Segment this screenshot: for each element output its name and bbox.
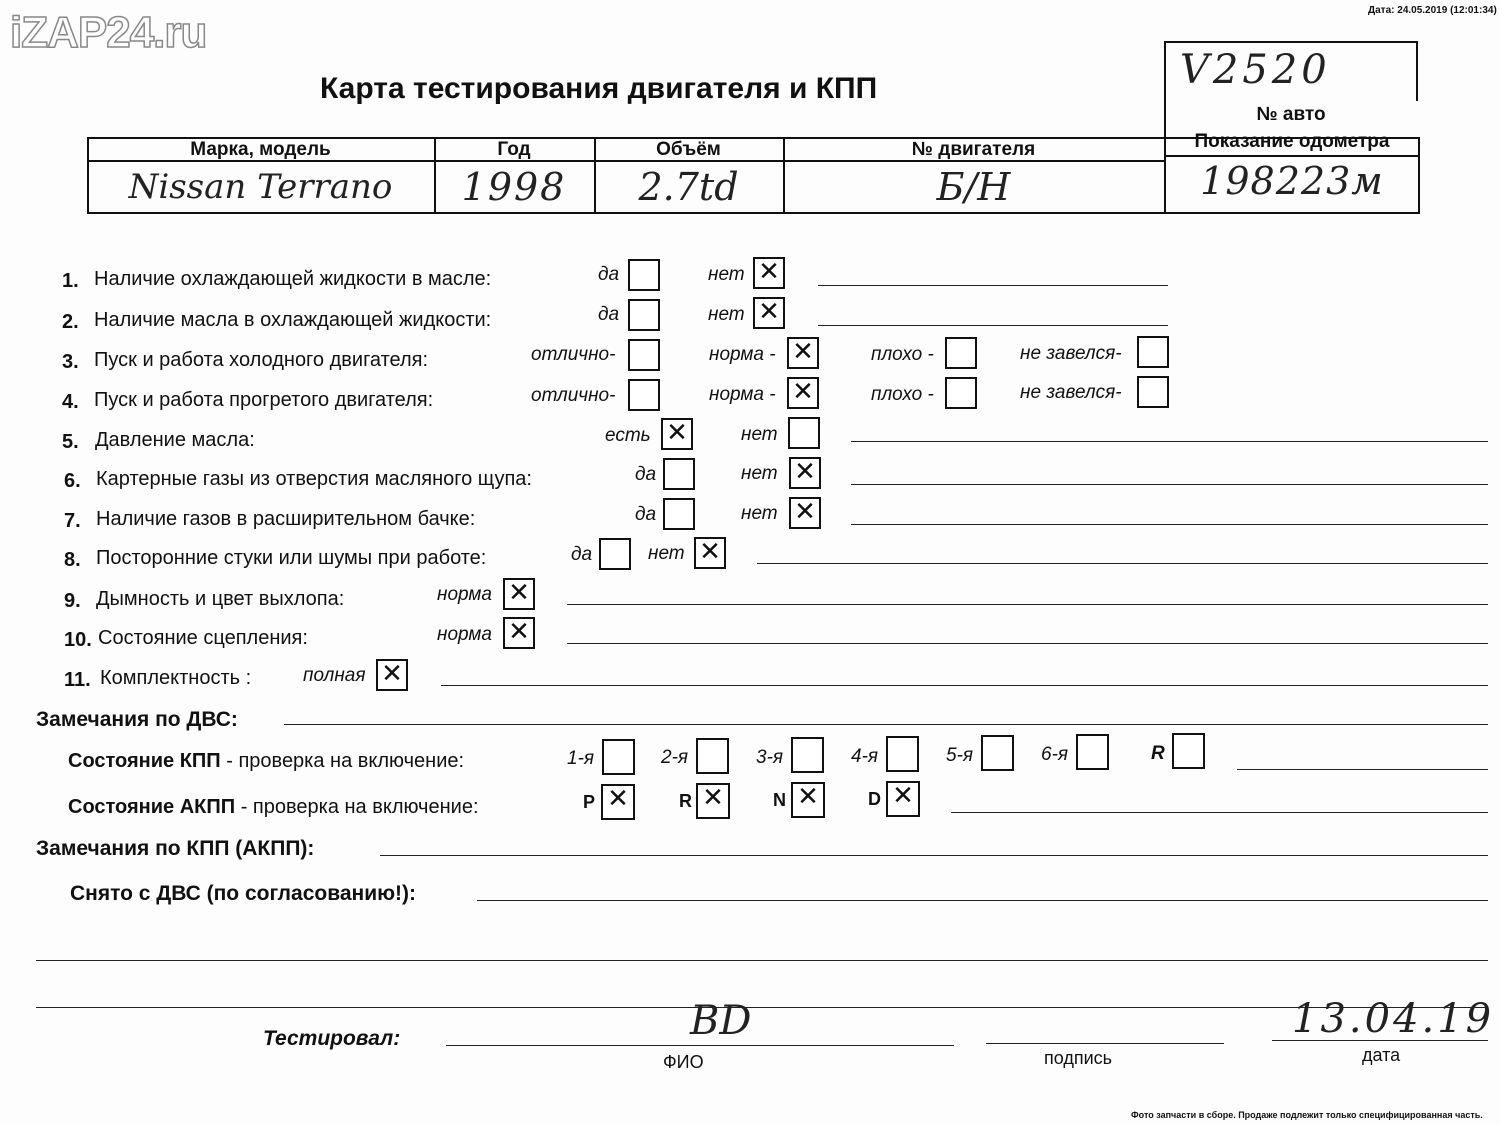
volume-value: 2.7td	[638, 165, 739, 209]
option-label: полная	[303, 665, 366, 686]
option-label: нет	[708, 304, 745, 325]
gear-label: 4-я	[851, 746, 879, 767]
option-label: да	[635, 464, 657, 485]
option-label: норма	[437, 584, 492, 605]
gear-label: 6-я	[1041, 744, 1069, 765]
gearbox-remarks-label: Замечания по КПП (АКПП):	[36, 837, 315, 860]
question-text: Посторонние стуки или шумы при работе:	[96, 547, 487, 569]
checkbox[interactable]: ✕	[503, 578, 535, 610]
gear-label: 3-я	[756, 747, 784, 768]
question-text: Дымность и цвет выхлопа:	[96, 588, 345, 610]
gear-label: R	[1151, 743, 1165, 764]
option-label: норма	[437, 624, 492, 645]
brand-header: Марка, модель	[190, 139, 331, 160]
odometer-value: 198223м	[1200, 159, 1384, 203]
question-number: 3.	[62, 351, 79, 373]
removed-line	[477, 900, 1488, 901]
odometer-header: Показание одометра	[1194, 131, 1390, 152]
checkbox[interactable]: ✕	[787, 377, 819, 409]
checkbox[interactable]: ✕	[503, 617, 535, 649]
engine-number-header: № двигателя	[911, 139, 1036, 160]
gear-label: 2-я	[661, 747, 689, 768]
checkbox[interactable]	[788, 417, 820, 449]
checkbox[interactable]	[945, 377, 977, 409]
checkbox[interactable]	[945, 337, 977, 369]
gear-position-checkbox[interactable]: ✕	[886, 781, 920, 817]
car-id-label: № авто	[1256, 104, 1326, 125]
manual-gearbox-subtitle: - проверка на включение:	[220, 750, 465, 772]
option-label: нет	[648, 543, 685, 564]
gear-position-label: D	[868, 789, 881, 809]
gear-checkbox[interactable]	[602, 739, 635, 775]
answer-line	[567, 604, 1488, 605]
option-label: плохо -	[871, 384, 934, 405]
option-label: нет	[741, 424, 778, 445]
signature-label: подпись	[1044, 1048, 1113, 1068]
answer-line	[851, 524, 1488, 525]
watermark: iZAP24.ru	[10, 8, 207, 57]
checkbox[interactable]: ✕	[376, 659, 408, 691]
option-label: да	[598, 304, 620, 325]
gear-position-label: P	[583, 792, 596, 812]
date-label: дата	[1362, 1045, 1401, 1065]
question-number: 7.	[64, 510, 81, 532]
print-date: Дата: 24.05.2019 (12:01:34)	[1368, 5, 1497, 16]
option-label: отлично-	[531, 344, 616, 365]
question-text: Давление масла:	[95, 429, 255, 451]
question-number: 6.	[64, 470, 81, 492]
page-title: Карта тестирования двигателя и КПП	[320, 72, 878, 105]
option-label: есть	[605, 425, 651, 446]
checkbox[interactable]	[1137, 376, 1169, 408]
question-text: Наличие газов в расширительном бачке:	[96, 508, 476, 530]
auto-gearbox-label	[68, 796, 479, 819]
extra-line	[36, 960, 1488, 961]
manual-gearbox-label	[68, 750, 464, 773]
checkbox[interactable]	[663, 498, 695, 530]
checkbox[interactable]	[599, 538, 631, 570]
gear-checkbox[interactable]	[1076, 734, 1109, 770]
gearbox-remarks-line	[380, 855, 1488, 856]
question-text: Картерные газы из отверстия масляного щупа:	[96, 468, 532, 490]
auto-gearbox-line	[951, 812, 1488, 813]
gear-position-checkbox[interactable]: ✕	[601, 784, 635, 820]
ice-remarks-label: Замечания по ДВС:	[36, 708, 238, 731]
option-label: отлично-	[531, 385, 616, 406]
auto-gearbox-subtitle: - проверка на включение:	[235, 796, 479, 818]
option-label: да	[635, 504, 657, 525]
checkbox[interactable]	[628, 259, 660, 291]
question-number: 9.	[64, 590, 81, 612]
checkbox[interactable]: ✕	[787, 337, 819, 369]
option-label: норма -	[709, 344, 776, 365]
tested-by-label: Тестировал:	[263, 1027, 401, 1050]
question-text: Пуск и работа прогретого двигателя:	[94, 389, 434, 411]
date-value: 13.04.19	[1292, 996, 1495, 1042]
manual-gearbox-title: Состояние КПП	[68, 750, 221, 772]
question-number: 4.	[62, 391, 79, 413]
extra-line	[36, 1007, 1488, 1008]
question-number: 2.	[62, 311, 79, 333]
gear-checkbox[interactable]	[1172, 733, 1205, 769]
manual-gearbox-line	[1237, 769, 1488, 770]
checkbox[interactable]: ✕	[661, 418, 693, 450]
gear-checkbox[interactable]	[791, 737, 824, 773]
question-number: 5.	[62, 431, 79, 453]
question-number: 11.	[64, 669, 91, 691]
gear-checkbox[interactable]	[696, 738, 729, 774]
year-header: Год	[497, 139, 531, 160]
car-id-box	[1164, 41, 1418, 101]
option-label: да	[571, 544, 593, 565]
gear-label: 1-я	[567, 748, 595, 769]
question-text: Комплектность :	[100, 667, 252, 689]
date-line	[1272, 1040, 1488, 1041]
checkbox[interactable]	[628, 299, 660, 331]
checkbox[interactable]	[1137, 336, 1169, 368]
signature-line	[986, 1043, 1224, 1044]
year-value: 1998	[461, 165, 567, 209]
car-id-value: V2520	[1180, 47, 1331, 93]
fio-label: ФИО	[663, 1052, 704, 1072]
answer-line	[567, 643, 1488, 644]
answer-line	[441, 685, 1488, 686]
question-text: Наличие масла в охлаждающей жидкости:	[94, 309, 492, 331]
answer-line	[851, 484, 1488, 485]
fio-line	[446, 1045, 954, 1046]
option-label: нет	[741, 463, 778, 484]
checkbox[interactable]	[628, 379, 660, 411]
ice-remarks-line	[284, 724, 1488, 725]
answer-line	[851, 441, 1488, 442]
question-number: 8.	[64, 549, 81, 571]
gear-checkbox[interactable]	[981, 735, 1014, 771]
checkbox[interactable]: ✕	[694, 537, 726, 569]
gear-label: 5-я	[946, 745, 974, 766]
checkbox[interactable]: ✕	[753, 297, 785, 329]
option-label: да	[598, 264, 620, 285]
checkbox[interactable]: ✕	[789, 497, 821, 529]
answer-line	[818, 325, 1168, 326]
answer-line	[757, 563, 1488, 564]
option-label: норма -	[709, 384, 776, 405]
answer-line	[818, 285, 1168, 286]
question-number: 1.	[62, 270, 79, 292]
auto-gearbox-title: Состояние АКПП	[68, 796, 236, 818]
checkbox[interactable]	[628, 339, 660, 371]
question-text: Состояние сцепления:	[98, 627, 308, 649]
question-text: Наличие охлаждающей жидкости в масле:	[94, 268, 492, 290]
footer-note: Фото запчасти в сборе. Продаже подлежит только специфицированная часть.	[1131, 1110, 1483, 1120]
option-label: нет	[741, 503, 778, 524]
option-label: нет	[708, 264, 745, 285]
fio-value: BD	[690, 998, 752, 1044]
option-label: не завелся-	[1020, 343, 1122, 364]
checkbox[interactable]: ✕	[753, 257, 785, 289]
checkbox[interactable]: ✕	[789, 457, 821, 489]
option-label: плохо -	[871, 344, 934, 365]
engine-number-value: Б/Н	[936, 165, 1011, 209]
brand-value: Nissan Terrano	[128, 167, 393, 207]
gear-position-label: R	[679, 791, 692, 811]
gear-position-checkbox[interactable]: ✕	[791, 782, 825, 818]
checkbox[interactable]	[663, 458, 695, 490]
volume-header: Объём	[656, 139, 721, 160]
gear-position-checkbox[interactable]: ✕	[696, 783, 730, 819]
gear-position-label: N	[773, 790, 786, 810]
question-number: 10.	[64, 629, 92, 651]
option-label: не завелся-	[1020, 382, 1122, 403]
removed-label: Снято с ДВС (по согласованию!):	[70, 882, 417, 905]
gear-checkbox[interactable]	[886, 736, 919, 772]
question-text: Пуск и работа холодного двигателя:	[94, 349, 429, 371]
